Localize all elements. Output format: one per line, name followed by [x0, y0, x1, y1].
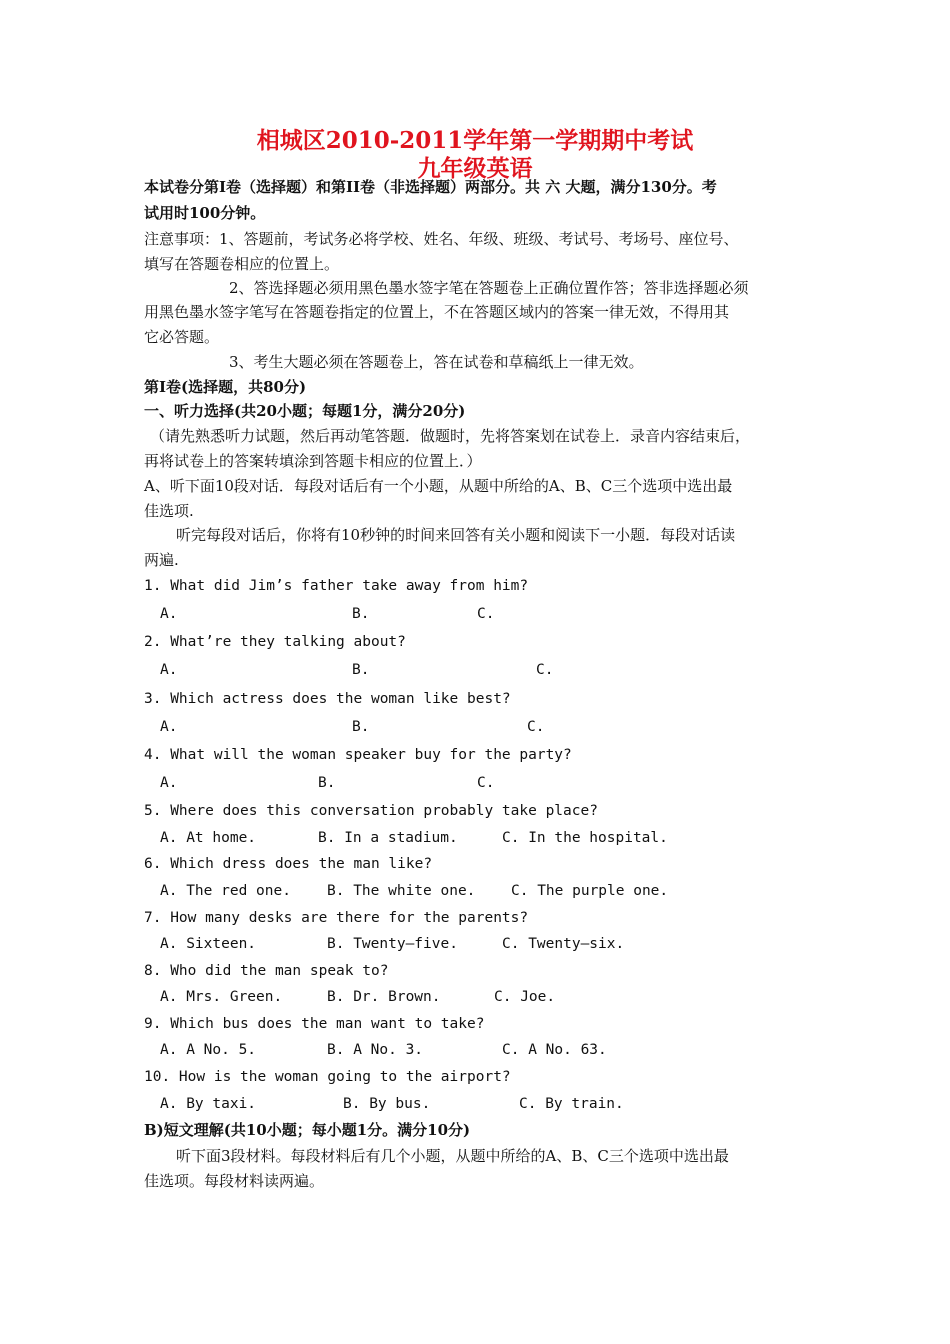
- page-subtitle: 九年级英语: [417, 155, 533, 182]
- q10-option-c: C. By train.: [519, 1096, 624, 1112]
- q4-option-b: B.: [318, 775, 336, 791]
- part1-heading: 一、听力选择(共20小题；每题1分，满分20分): [144, 402, 466, 420]
- part-b-line-1: 听下面3段材料。每段材料后有几个小题，从题中所给的A、B、C三个选项中选出最: [176, 1147, 729, 1165]
- question-4: 4. What will the woman speaker buy for the party?: [144, 747, 572, 763]
- q3-option-a: A.: [160, 719, 178, 735]
- q2-option-a: A.: [160, 662, 178, 678]
- part-b-line-2: 佳选项。每段材料读两遍。: [144, 1172, 325, 1190]
- question-8: 8. Who did the man speak to?: [144, 963, 389, 979]
- q7-option-a: A. Sixteen.: [160, 936, 257, 952]
- q10-option-b: B. By bus.: [343, 1096, 431, 1112]
- part-a-line-2: 佳选项.: [144, 502, 194, 520]
- notes-line-6: 3、考生大题必须在答题卷上，答在试卷和草稿纸上一律无效。: [229, 353, 644, 371]
- q6-option-c: C. The purple one.: [511, 883, 669, 899]
- q1-option-b: B.: [352, 606, 370, 622]
- q9-option-c: C. A No. 63.: [502, 1042, 607, 1058]
- q4-option-c: C.: [477, 775, 495, 791]
- instruction-line-1: （请先熟悉听力试题，然后再动笔答题．做题时，先将答案划在试卷上．录音内容结束后，: [150, 427, 751, 445]
- intro-line-2: 试用时100分钟。: [144, 204, 266, 222]
- question-1: 1. What did Jim’s father take away from him?: [144, 578, 529, 594]
- notes-line-2: 填写在答题卷相应的位置上。: [144, 255, 340, 273]
- question-9: 9. Which bus does the man want to take?: [144, 1016, 485, 1032]
- notes-line-4: 用黑色墨水签字笔写在答题卷指定的位置上，不在答题区域内的答案一律无效，不得用其: [144, 303, 730, 321]
- notes-line-3: 2、答选择题必须用黑色墨水签字笔在答题卷上正确位置作答；答非选择题必须: [229, 279, 749, 297]
- q1-option-c: C.: [477, 606, 495, 622]
- q5-option-a: A. At home.: [160, 830, 257, 846]
- q2-option-c: C.: [536, 662, 554, 678]
- question-10: 10. How is the woman going to the airport?: [144, 1069, 511, 1085]
- notes-line-1: 注意事项：1、答题前，考试务必将学校、姓名、年级、班级、考试号、考场号、座位号、: [144, 230, 739, 248]
- part-a-line-4: 两遍.: [144, 551, 179, 569]
- question-3: 3. Which actress does the woman like best?: [144, 691, 511, 707]
- notes-line-5: 它必答题。: [144, 328, 220, 346]
- q8-option-b: B. Dr. Brown.: [327, 989, 441, 1005]
- q9-option-a: A. A No. 5.: [160, 1042, 257, 1058]
- q8-option-a: A. Mrs. Green.: [160, 989, 283, 1005]
- question-7: 7. How many desks are there for the parents?: [144, 910, 529, 926]
- question-2: 2. What’re they talking about?: [144, 634, 406, 650]
- q7-option-c: C. Twenty—six.: [502, 936, 625, 952]
- part-b-heading: B)短文理解(共10小题；每小题1分。满分10分): [144, 1121, 471, 1139]
- q6-option-b: B. The white one.: [327, 883, 476, 899]
- q2-option-b: B.: [352, 662, 370, 678]
- q7-option-b: B. Twenty—five.: [327, 936, 458, 952]
- q8-option-c: C. Joe.: [494, 989, 556, 1005]
- q3-option-b: B.: [352, 719, 370, 735]
- q1-option-a: A.: [160, 606, 178, 622]
- section-heading: 第Ⅰ卷(选择题，共80分): [144, 378, 307, 396]
- page-title: 相城区2010-2011学年第一学期期中考试: [256, 127, 694, 154]
- part-a-line-1: A、听下面10段对话．每段对话后有一个小题，从题中所给的A、B、C三个选项中选出最: [144, 477, 733, 495]
- q10-option-a: A. By taxi.: [160, 1096, 257, 1112]
- instruction-line-2: 再将试卷上的答案转填涂到答题卡相应的位置上．）: [144, 452, 482, 470]
- q9-option-b: B. A No. 3.: [327, 1042, 424, 1058]
- q5-option-c: C. In the hospital.: [502, 830, 668, 846]
- part-a-line-3: 听完每段对话后，你将有10秒钟的时间来回答有关小题和阅读下一小题．每段对话读: [176, 526, 736, 544]
- q4-option-a: A.: [160, 775, 178, 791]
- question-5: 5. Where does this conversation probably take place?: [144, 803, 598, 819]
- intro-line-1: 本试卷分第Ⅰ卷（选择题）和第II卷（非选择题）两部分。共 六 大题，满分130分。考: [144, 178, 717, 196]
- q3-option-c: C.: [527, 719, 545, 735]
- question-6: 6. Which dress does the man like?: [144, 856, 433, 872]
- q5-option-b: B. In a stadium.: [318, 830, 458, 846]
- q6-option-a: A. The red one.: [160, 883, 291, 899]
